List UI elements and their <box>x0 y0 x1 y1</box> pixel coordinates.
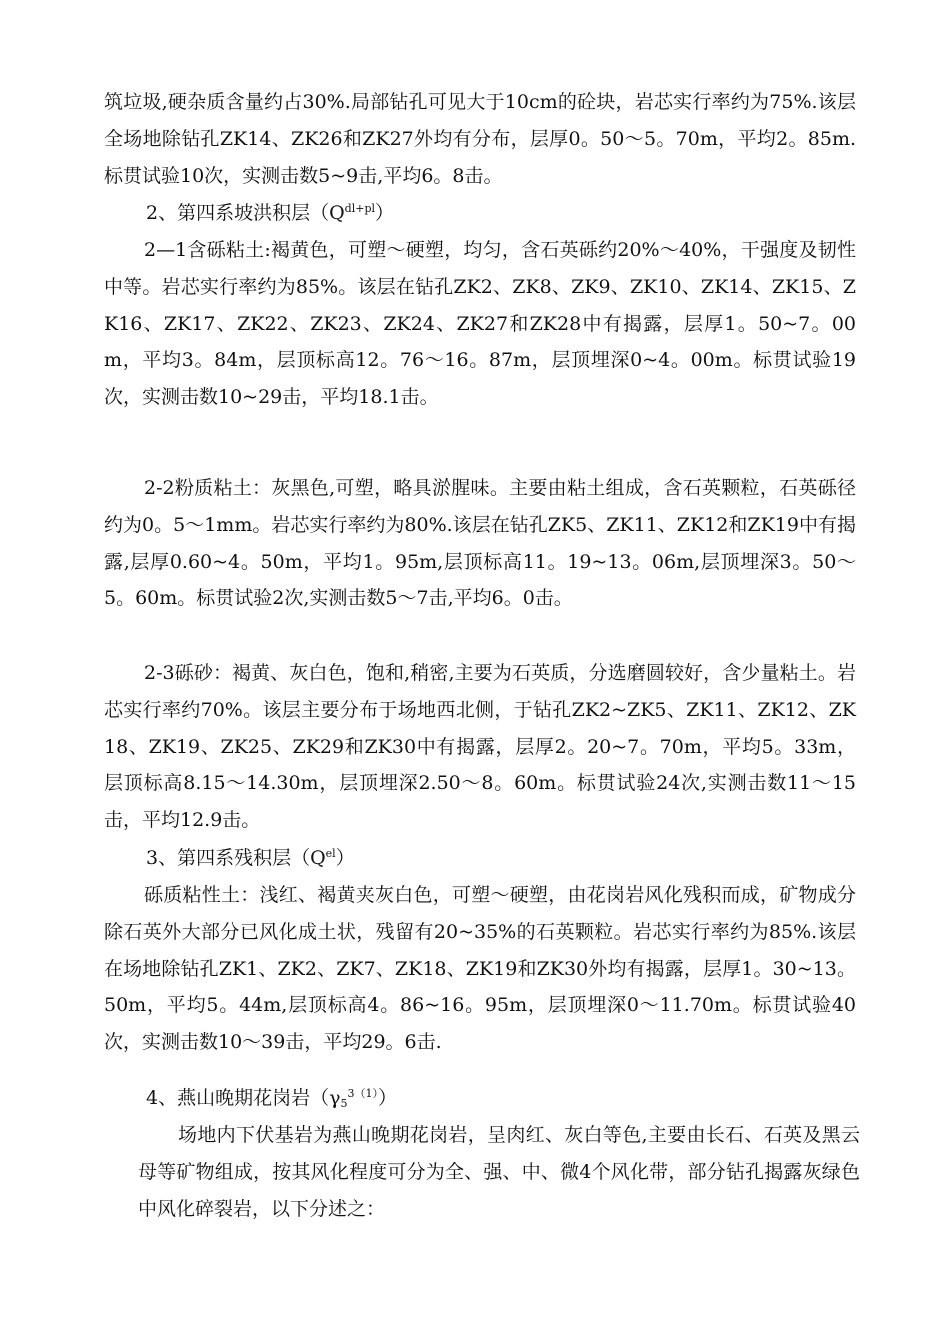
section-heading-granite <box>146 1080 397 1117</box>
heading-text: 2、第四系坡洪积层（Q <box>146 202 345 224</box>
heading-close: ） <box>377 1087 397 1109</box>
heading-close: ） <box>375 202 395 224</box>
heading-text: 3、第四系残积层（Q <box>146 847 326 869</box>
paragraph-gravelly-cohesive-soil: 砾质粘性土：浅红、褐黄夹灰白色，可塑～硬塑，由花岗岩风化残积而成，矿物成分除石英外大部分已风化成土状，残留有20~35%的石英颗粒。岩芯实行率约为85%.该层在场地除钻孔ZK1、ZK2、ZK7、ZK18、ZK19和ZK30外均有揭露，层厚1。30~13。50m，平均5。44m,层顶标高4。86~16。95m，层顶埋深0～11.70m。标贯试验40次，实测击数10～39击，平均29。6击. <box>104 884 856 1054</box>
heading-text: 4、燕山晚期花岗岩（γ <box>146 1087 341 1109</box>
heading-superscript: dl+pl <box>344 202 376 215</box>
paragraph-gravelly-clay: 2—1含砾粘土:褐黄色，可塑～硬塑，均匀，含石英砾约20%～40%，干强度及韧性中等。岩芯实行率约为85%。该层在钻孔ZK2、ZK8、ZK9、ZK10、ZK14、ZK15、ZK16、ZK17、ZK22、ZK23、ZK24、ZK27和ZK28中有揭露，层厚1。50~7。00m，平均3。84m，层顶标高12。76～16。87m，层顶埋深0~4。00m。标贯试验19次，实测击数10~29击，平均18.1击。 <box>104 239 856 409</box>
section-heading-slope-flood-deposit <box>146 195 394 232</box>
section-heading-residual-layer <box>146 840 355 877</box>
heading-close: ） <box>335 847 355 869</box>
paragraph-bedrock-granite: 场地内下伏基岩为燕山晚期花岗岩，呈肉红、灰白等色,主要由长石、石英及黑云母等矿物组成，按其风化程度可分为全、强、中、微4个风化带，部分钻孔揭露灰绿色中风化碎裂岩，以下分述之： <box>138 1124 860 1220</box>
heading-superscript: 3（1） <box>347 1087 378 1100</box>
paragraph-gravel-sand: 2-3砾砂：褐黄、灰白色，饱和,稍密,主要为石英质，分选磨圆较好，含少量粘土。岩芯实行率约70%。该层主要分布于场地西北侧，于钻孔ZK2~ZK5、ZK11、ZK12、ZK18、ZK19、ZK25、ZK29和ZK30中有揭露，层厚2。20~7。70m，平均5。33m，层顶标高8.15～14.30m，层顶埋深2.50～8。60m。标贯试验24次,实测击数11～15击，平均12.9击。 <box>104 662 856 832</box>
paragraph-fill-layer-end: 筑垃圾,硬杂质含量约占30%.局部钻孔可见大于10cm的砼块，岩芯实行率约为75%.该层全场地除钻孔ZK14、ZK26和ZK27外均有分布，层厚0。50～5。70m，平均2。85m.标贯试验10次，实测击数5~9击,平均6。8击。 <box>104 91 856 187</box>
heading-subscript: 5 <box>340 1097 348 1110</box>
heading-superscript: el <box>325 847 336 860</box>
paragraph-silty-clay: 2-2粉质粘土：灰黑色,可塑，略具淤腥味。主要由粘土组成，含石英颗粒，石英砾径约为0。5～1mm。岩芯实行率约为80%.该层在钻孔ZK5、ZK11、ZK12和ZK19中有揭露,层厚0.60~4。50m，平均1。95m,层顶标高11。19~13。06m,层顶埋深3。50～5。60m。标贯试验2次,实测击数5～7击,平均6。0击。 <box>104 477 856 610</box>
